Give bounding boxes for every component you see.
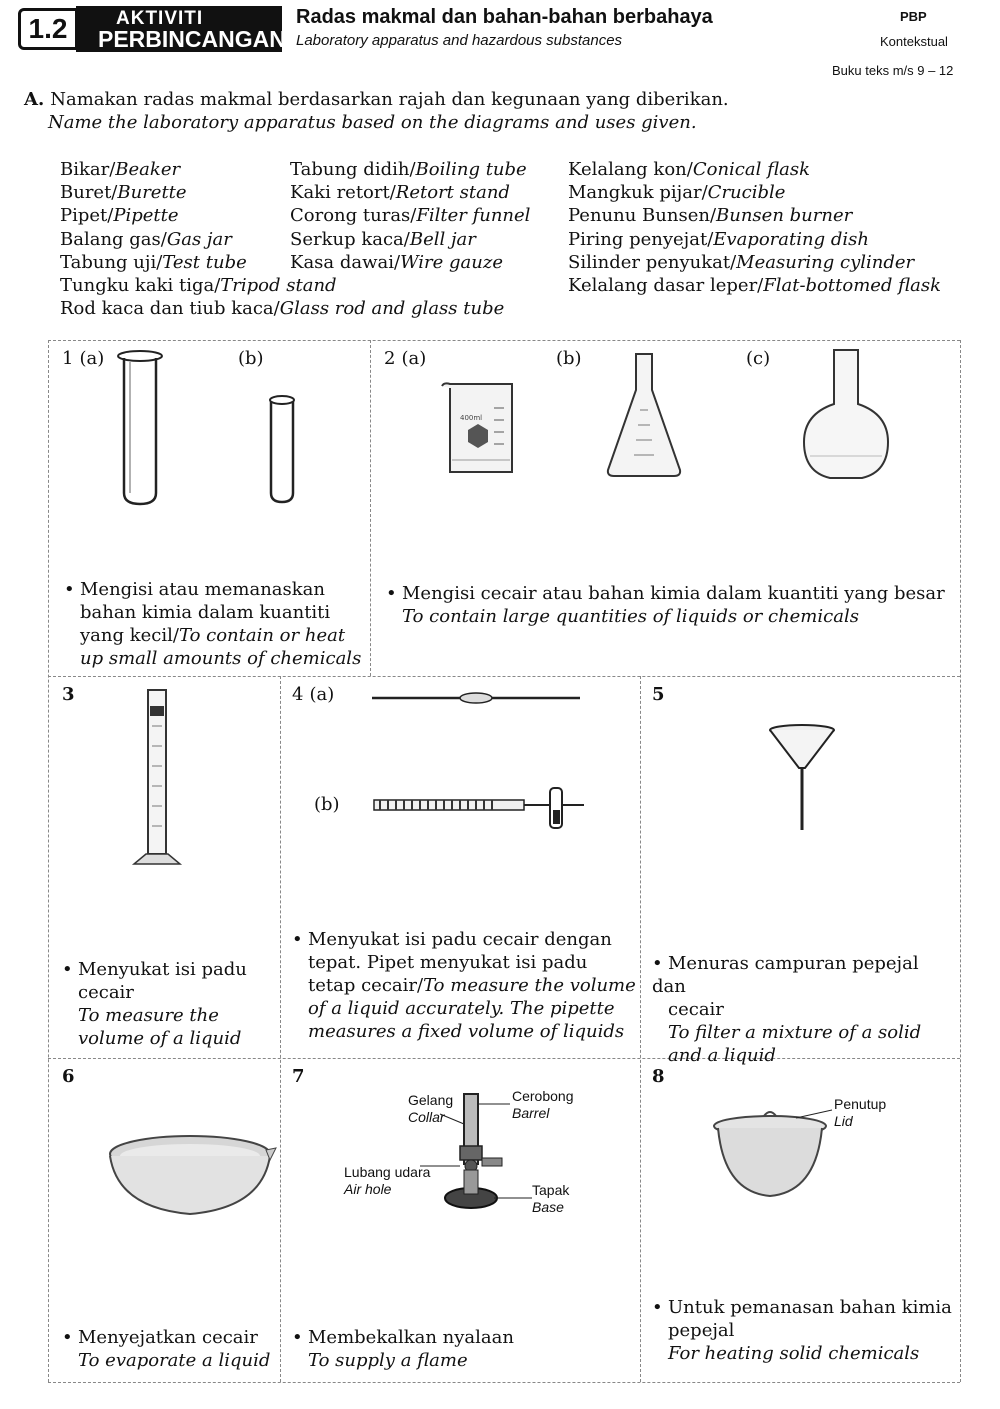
filter-funnel-image — [766, 722, 838, 834]
word-item: Silinder penyukat/Measuring cylinder — [568, 251, 915, 273]
cell-4-label: 4 (a) — [292, 684, 335, 705]
grid-line — [48, 340, 960, 341]
activity-type-line1: AKTIVITI — [116, 8, 204, 29]
cell-4-b-label: (b) — [314, 794, 340, 815]
grid-line — [960, 340, 961, 1382]
kontekstual-label: Kontekstual — [880, 34, 948, 49]
word-item: Corong turas/Filter funnel — [290, 205, 531, 227]
cell-2-c-label: (c) — [746, 348, 771, 369]
pipette-image — [370, 688, 584, 708]
evaporating-dish-image — [106, 1130, 278, 1220]
grid-line — [640, 676, 641, 1382]
cell-3-label: 3 — [62, 684, 75, 705]
cell-3-description: • Menyukat isi padu cecair To measure the volume of a liquid — [62, 959, 247, 1049]
crucible-image — [710, 1104, 838, 1204]
cell-5-label: 5 — [652, 684, 665, 705]
cell-2-b-label: (b) — [556, 348, 582, 369]
word-item: Kelalang dasar leper/Flat-bottomed flask — [568, 275, 942, 297]
word-item: Tabung uji/Test tube — [60, 251, 247, 273]
word-item: Pipet/Pipette — [60, 205, 179, 227]
question-letter: A. — [24, 89, 45, 110]
grid-line — [48, 676, 960, 677]
page-subtitle: Laboratory apparatus and hazardous substances — [296, 32, 623, 49]
test-tube-image — [262, 393, 302, 505]
word-item: Tabung didih/Boiling tube — [290, 159, 527, 180]
cell-6-description: • Menyejatkan cecair To evaporate a liquid — [62, 1327, 271, 1371]
measuring-cylinder-image — [128, 686, 188, 868]
question-text-ms: Namakan radas makmal berdasarkan rajah dan kegunaan yang diberikan. — [50, 89, 729, 110]
word-item: Kasa dawai/Wire gauze — [290, 251, 503, 273]
word-item: Bikar/Beaker — [60, 159, 181, 180]
word-item: Serkup kaca/Bell jar — [290, 228, 476, 250]
boiling-tube-image — [110, 348, 170, 508]
cell-8-label: 8 — [652, 1066, 665, 1087]
cell-6-label: 6 — [62, 1066, 75, 1087]
page-title: Radas makmal dan bahan-bahan berbahaya — [296, 6, 713, 28]
word-item: Piring penyejat/Evaporating dish — [568, 228, 869, 250]
air-hole-label: Lubang udara Air hole — [344, 1164, 431, 1197]
word-item: Rod kaca dan tiub kaca/Glass rod and glass tube — [60, 298, 505, 320]
grid-line — [48, 1382, 960, 1383]
word-bank-col3 — [568, 158, 941, 297]
cell-1-description: • Mengisi atau memanaskan bahan kimia dalam kuantiti yang kecil/To contain or heat up small amounts of chemicals — [64, 579, 362, 669]
textbook-reference: Buku teks m/s 9 – 12 — [832, 63, 954, 78]
activity-number-badge: 1.2 — [18, 8, 78, 50]
grid-line — [370, 340, 371, 676]
grid-line — [280, 676, 281, 1382]
cell-4-description: • Menyukat isi padu cecair dengan tepat. Pipet menyukat isi padu tetap cecair/To measure the volume of a liquid accurately. The pipette measures a fixed volume of liquids — [292, 929, 636, 1042]
cell-2-label: 2 (a) — [384, 348, 427, 369]
word-item: Penunu Bunsen/Bunsen burner — [568, 205, 853, 227]
word-item: Tungku kaki tiga/Tripod stand — [60, 275, 337, 297]
word-item: Kelalang kon/Conical flask — [568, 159, 810, 180]
cell-1-label: 1 (a) — [62, 348, 105, 369]
barrel-label: Cerobong Barrel — [512, 1088, 574, 1121]
beaker-image — [438, 378, 522, 478]
pbp-label: PBP — [900, 9, 927, 24]
burette-image — [370, 780, 590, 830]
word-item: Kaki retort/Retort stand — [290, 182, 510, 204]
collar-label: Gelang Collar — [408, 1092, 454, 1125]
question-a — [24, 88, 729, 134]
cell-8-description: • Untuk pemanasan bahan kimia pepejal For heating solid chemicals — [652, 1297, 952, 1364]
cell-5-description: • Menuras campuran pepejal dan cecair To filter a mixture of a solid and a liquid — [652, 953, 922, 1066]
lid-label: Penutup Lid — [834, 1096, 887, 1129]
word-item: Mangkuk pijar/Crucible — [568, 182, 786, 204]
beaker-mark: 400ml — [460, 414, 483, 422]
question-text-en: Name the laboratory apparatus based on the diagrams and uses given. — [48, 112, 697, 133]
word-bank-col2 — [290, 158, 530, 274]
word-item: Buret/Burette — [60, 182, 187, 204]
base-label: Tapak Base — [532, 1182, 570, 1215]
word-item: Balang gas/Gas jar — [60, 228, 232, 250]
activity-type-badge — [76, 6, 286, 52]
flat-bottomed-flask-image — [800, 346, 892, 484]
cell-1-b-label: (b) — [238, 348, 264, 369]
grid-line — [48, 340, 49, 1382]
cell-7-label: 7 — [292, 1066, 305, 1087]
conical-flask-image — [604, 350, 684, 480]
activity-type-line2: PERBINCANGAN — [98, 26, 286, 52]
cell-7-description: • Membekalkan nyalaan To supply a flame — [292, 1327, 514, 1371]
cell-2-description: • Mengisi cecair atau bahan kimia dalam kuantiti yang besar To contain large quantities of liquids or chemicals — [386, 583, 945, 627]
